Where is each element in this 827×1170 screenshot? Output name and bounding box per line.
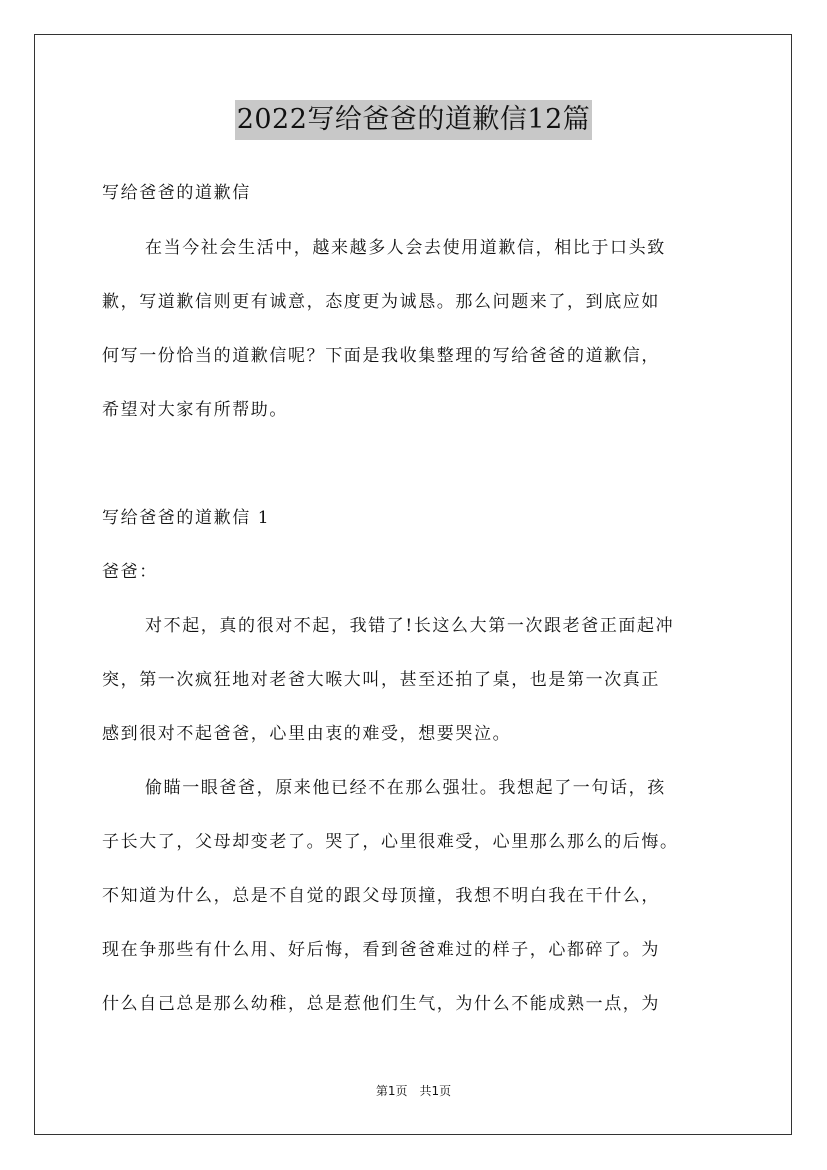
para1-line-2: 突，第一次疯狂地对老爸大喉大叫，甚至还拍了桌，也是第一次真正 — [102, 670, 660, 690]
intro-line-4: 希望对大家有所帮助。 — [102, 400, 288, 420]
para1-line-3: 感到很对不起爸爸，心里由衷的难受，想要哭泣。 — [102, 724, 512, 744]
section-title: 写给爸爸的道歉信 1 — [102, 508, 271, 528]
page-footer: 第1页 共1页 — [375, 1084, 452, 1098]
title-container — [0, 100, 827, 140]
salutation: 爸爸： — [102, 562, 158, 582]
para2-line-3: 不知道为什么，总是不自觉的跟父母顶撞，我想不明白我在干什么， — [102, 886, 660, 906]
intro-line-1: 在当今社会生活中，越来越多人会去使用道歉信，相比于口头致 — [145, 238, 666, 258]
para2-line-4: 现在争那些有什么用、好后悔，看到爸爸难过的样子，心都碎了。为 — [102, 940, 660, 960]
para2-line-1: 偷瞄一眼爸爸，原来他已经不在那么强壮。我想起了一句话，孩 — [145, 778, 666, 798]
document-title: 2022写给爸爸的道歉信12篇 — [235, 100, 593, 140]
intro-line-2: 歉，写道歉信则更有诚意，态度更为诚恳。那么问题来了，到底应如 — [102, 292, 660, 312]
para2-line-2: 子长大了，父母却变老了。哭了，心里很难受，心里那么那么的后悔。 — [102, 832, 679, 852]
para1-line-1: 对不起，真的很对不起，我错了!长这么大第一次跟老爸正面起冲 — [145, 616, 675, 636]
para2-line-5: 什么自己总是那么幼稚，总是惹他们生气，为什么不能成熟一点，为 — [102, 994, 660, 1014]
intro-line-3: 何写一份恰当的道歉信呢？下面是我收集整理的写给爸爸的道歉信， — [102, 346, 660, 366]
subtitle: 写给爸爸的道歉信 — [102, 183, 251, 203]
